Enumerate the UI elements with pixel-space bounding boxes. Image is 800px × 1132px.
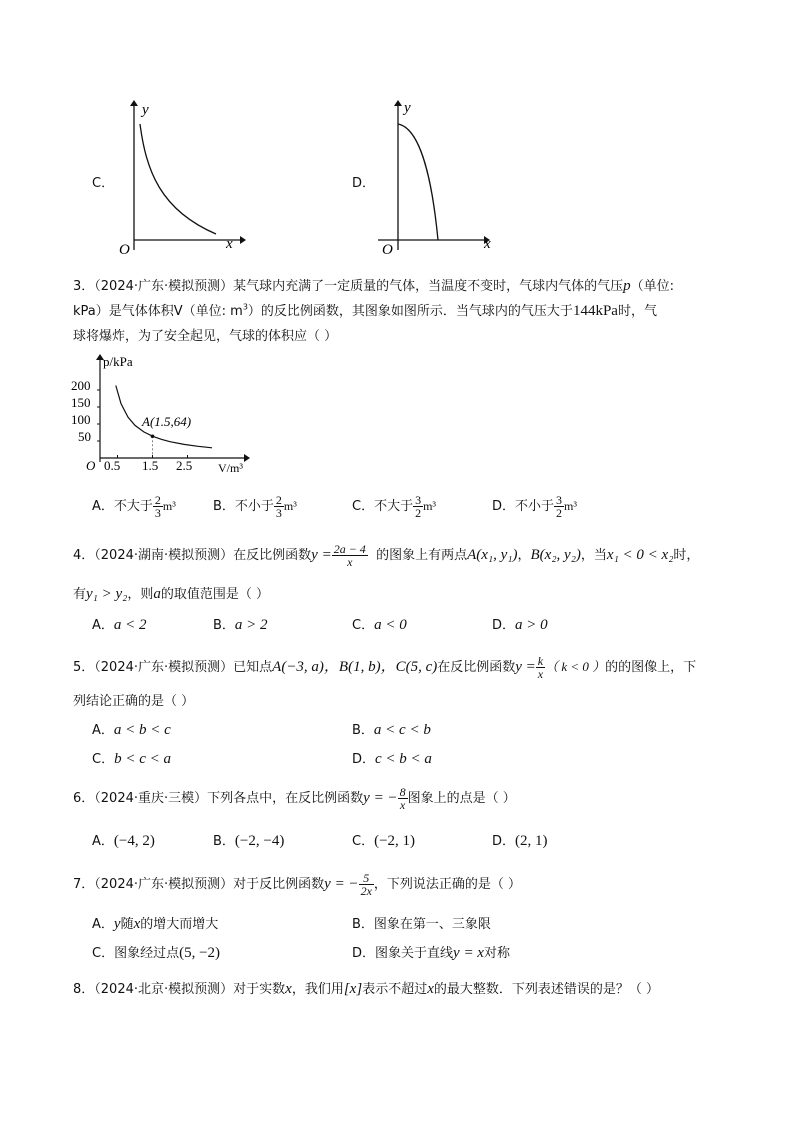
point-a-label: A(1.5,64): [142, 414, 192, 429]
q3-var-p: p: [623, 278, 631, 294]
q4-text: 的取值范围是（ ）: [160, 587, 270, 602]
q3-text: （单位:: [630, 279, 675, 294]
q8-text: 表示不超过: [362, 982, 428, 997]
q5-condition: （ k < 0 ）: [545, 659, 606, 674]
option-label: B．: [352, 917, 374, 932]
q7-source: （2024·广东·模拟预测）: [94, 877, 234, 892]
option-label: B．: [213, 618, 235, 633]
option-label: C．: [352, 618, 375, 633]
option-math: (−2, −4): [234, 833, 285, 849]
unit: m³: [283, 499, 297, 513]
option-d-origin: O: [382, 242, 393, 258]
x-axis-label: V/m³: [218, 461, 243, 474]
q4-func-lhs: y =: [311, 547, 332, 563]
option-math: a < 2: [113, 617, 147, 633]
q5-line-1: [73, 655, 696, 680]
option-label: C．: [92, 752, 115, 767]
q5-func-lhs: y =: [515, 659, 536, 675]
option-text: 对称: [483, 946, 510, 961]
option-label: A．: [92, 618, 114, 633]
unit: m³: [162, 499, 176, 513]
q6-number: 6．: [73, 791, 95, 806]
option-math: (2, 1): [515, 833, 548, 849]
q3-line-3: [73, 325, 337, 344]
option-label: D．: [492, 618, 516, 633]
option-label: D．不小于: [492, 499, 555, 514]
q6-line-1: [73, 786, 516, 811]
q4-condition: x₁ < 0 < x₂: [606, 547, 674, 563]
fraction: $\frac{3}{2}$: [415, 493, 422, 520]
q4-point-b: B(x₂, y₂): [530, 547, 581, 563]
option-label: A．: [92, 723, 114, 738]
q4-var-a: a: [153, 586, 161, 602]
q8-number: 8．: [73, 982, 95, 997]
q3-option-b[interactable]: [213, 494, 297, 519]
q5-text: 列结论正确的是（ ）: [73, 694, 195, 709]
option-math: a < b < c: [113, 722, 171, 738]
q7-text: 对于反比例函数: [233, 877, 325, 892]
option-c-plot: [112, 100, 252, 260]
q4-text: 有: [73, 587, 87, 602]
q5-points: A(−3, a)，B(1, b)，C(5, c): [272, 659, 438, 675]
q6-source: （2024·重庆·三模）: [94, 791, 208, 806]
q5-number: 5．: [73, 660, 95, 675]
y-tick-50: 50: [78, 429, 91, 444]
q4-text: 在反比例函数: [233, 548, 312, 563]
q8-line-1: [73, 978, 659, 998]
q4-option-c[interactable]: [352, 614, 407, 634]
option-d-label: D．: [352, 176, 376, 191]
option-math: (−2, 1): [374, 833, 416, 849]
q4-fraction: $\frac{2a - 4}{x}$: [333, 542, 366, 569]
fraction: $\frac{2}{3}$: [154, 493, 161, 520]
q7-line-1: [73, 872, 521, 897]
point-a: [151, 434, 155, 438]
q5-option-a[interactable]: [92, 719, 171, 739]
q3-threshold: 144: [572, 303, 596, 319]
option-text: 随: [120, 917, 134, 932]
q7-option-d[interactable]: [352, 942, 510, 962]
q7-fraction: $\frac{5}{2x}$: [360, 871, 372, 898]
q8-text: 对于实数: [233, 982, 286, 997]
x-tick-2.5: 2.5: [176, 458, 193, 473]
option-text: 图象关于直线: [375, 946, 454, 961]
q3-source: （2024·广东·模拟预测）: [94, 279, 234, 294]
option-label: A．: [92, 834, 114, 849]
q8-text: 的最大整数．下列表述错误的是？（ ）: [433, 982, 660, 997]
q4-option-b[interactable]: [213, 614, 268, 634]
q3-option-d[interactable]: [492, 494, 577, 519]
q5-text: 在反比例函数: [437, 660, 516, 675]
q3-unit: kPa: [595, 303, 618, 319]
option-label: C．: [352, 834, 375, 849]
q3-option-c[interactable]: [352, 494, 436, 519]
q5-text: 的的图像上，下: [605, 660, 697, 675]
q4-option-a[interactable]: [92, 614, 147, 634]
y-tick-200: 200: [71, 378, 91, 393]
x-tick-1.5: 1.5: [142, 458, 159, 473]
option-label: C．不大于: [352, 499, 414, 514]
option-math: y = x: [453, 945, 484, 961]
option-label: D．: [492, 834, 516, 849]
q7-option-b[interactable]: [352, 913, 491, 932]
option-c-origin: O: [119, 242, 130, 258]
q3-text: 时，气: [617, 304, 657, 319]
unit: m³: [564, 499, 577, 513]
x-tick-0.5: 0.5: [104, 458, 121, 473]
option-c-y-axis: y: [142, 102, 149, 118]
q4-text: 的图象上有两点: [376, 548, 468, 563]
q6-option-b[interactable]: [213, 830, 284, 850]
q4-condition-2: y₁ > y₂: [86, 586, 128, 602]
q8-text: ，我们用: [291, 982, 344, 997]
q6-func-lhs: y = −: [363, 790, 398, 806]
option-math: a > 0: [515, 617, 548, 633]
option-c-graph: [92, 100, 242, 260]
q6-option-d[interactable]: [492, 830, 548, 850]
option-label: A．: [92, 917, 114, 932]
q4-option-d[interactable]: [492, 614, 548, 634]
option-c-x-axis: x: [226, 236, 233, 252]
q4-line-1: 4．（2024·湖南·模拟预测）在反比例函数y = $\frac{2a - 4}{x}$ 的图象上有两点A(x₁, y₁)，B(x₂, y₂)，当x₁ < 0 < x₂时，: [73, 542, 700, 569]
option-label: D．: [352, 752, 376, 767]
option-label: B．不小于: [213, 499, 274, 514]
option-d-y-axis: y: [404, 100, 411, 116]
option-text: 图象经过点: [114, 946, 180, 961]
q3-cube: 3: [242, 302, 248, 312]
q5-source: （2024·广东·模拟预测）: [94, 660, 234, 675]
fraction: $\frac{2}{3}$: [275, 493, 282, 520]
q8-var-x: x: [285, 981, 292, 997]
y-tick-100: 100: [71, 412, 91, 427]
q3-line-2: [73, 300, 657, 320]
option-c-label: C．: [92, 176, 115, 191]
q4-text: 时，: [673, 548, 700, 563]
unit: m³: [423, 499, 437, 513]
q5-option-c[interactable]: [92, 748, 171, 768]
q5-text: 已知点: [233, 660, 273, 675]
option-text: 图象在第一、三象限: [373, 917, 491, 932]
q4-text: ，当: [580, 548, 607, 563]
option-d-plot: [372, 98, 522, 260]
option-var: y: [113, 916, 121, 932]
q6-option-c[interactable]: [352, 830, 415, 850]
option-math: b < c < a: [114, 751, 171, 767]
option-d-graph: [352, 98, 512, 260]
option-label: D．: [352, 946, 376, 961]
q4-number: 4．: [73, 548, 95, 563]
q3-number: 3．: [73, 279, 95, 294]
q8-bracket: [x]: [343, 981, 363, 997]
option-math: a < 0: [374, 617, 407, 633]
q4-line-2: [73, 583, 269, 603]
option-math: (−4, 2): [113, 833, 155, 849]
q3-text: ）的反比例函数，其图象如图所示．当气球内的气压大于: [247, 304, 573, 319]
option-math: a < c < b: [373, 722, 431, 738]
q3-pressure-chart: [68, 352, 268, 474]
q3-text: kPa）是气体体积V（单位: m: [73, 304, 243, 319]
q5-line-2: [73, 690, 194, 709]
q7-option-a[interactable]: [92, 913, 218, 933]
q6-option-a[interactable]: [92, 830, 155, 850]
q4-text: ，则: [127, 587, 154, 602]
q5-fraction: $\frac{k}{x}$: [537, 654, 544, 681]
q5-option-b[interactable]: [352, 719, 431, 739]
q5-option-d[interactable]: [352, 748, 432, 768]
option-math: c < b < a: [375, 751, 432, 767]
option-label: A．不大于: [92, 499, 153, 514]
option-label: C．: [92, 946, 115, 961]
q8-source: （2024·北京·模拟预测）: [94, 982, 234, 997]
option-text: 的增大而增大: [140, 917, 219, 932]
option-d-x-axis: x: [484, 236, 491, 252]
origin-label: O: [86, 458, 96, 473]
option-math: (5, −2): [179, 945, 221, 961]
q3-line-1: [73, 275, 674, 295]
q4-point-a: A(x₁, y₁): [467, 547, 518, 563]
q8-var-x: x: [427, 981, 434, 997]
option-math: a > 2: [234, 617, 268, 633]
q6-text: 下列各点中，在反比例函数: [207, 791, 364, 806]
y-tick-150: 150: [71, 395, 91, 410]
x-axis-arrow: [244, 454, 250, 462]
option-var: x: [133, 916, 141, 932]
q3-text: 球将爆炸，为了安全起见，气球的体积应（ ）: [73, 329, 338, 344]
q6-text: 图象上的点是（ ）: [407, 791, 516, 806]
q7-number: 7．: [73, 877, 95, 892]
q4-source: （2024·湖南·模拟预测）: [94, 548, 234, 563]
option-label: B．: [352, 723, 374, 738]
q7-func-lhs: y = −: [324, 876, 359, 892]
fraction: $\frac{3}{2}$: [556, 493, 563, 520]
q7-text: ，下列说法正确的是（ ）: [373, 877, 522, 892]
q3-option-a[interactable]: [92, 494, 176, 519]
y-axis-label: p/kPa: [103, 354, 133, 369]
q7-option-c[interactable]: [92, 942, 220, 962]
q6-fraction: $\frac{8}{x}$: [399, 785, 406, 812]
option-label: B．: [213, 834, 235, 849]
q3-text: 某气球内充满了一定质量的气体，当温度不变时，气球内气体的气压: [233, 279, 624, 294]
